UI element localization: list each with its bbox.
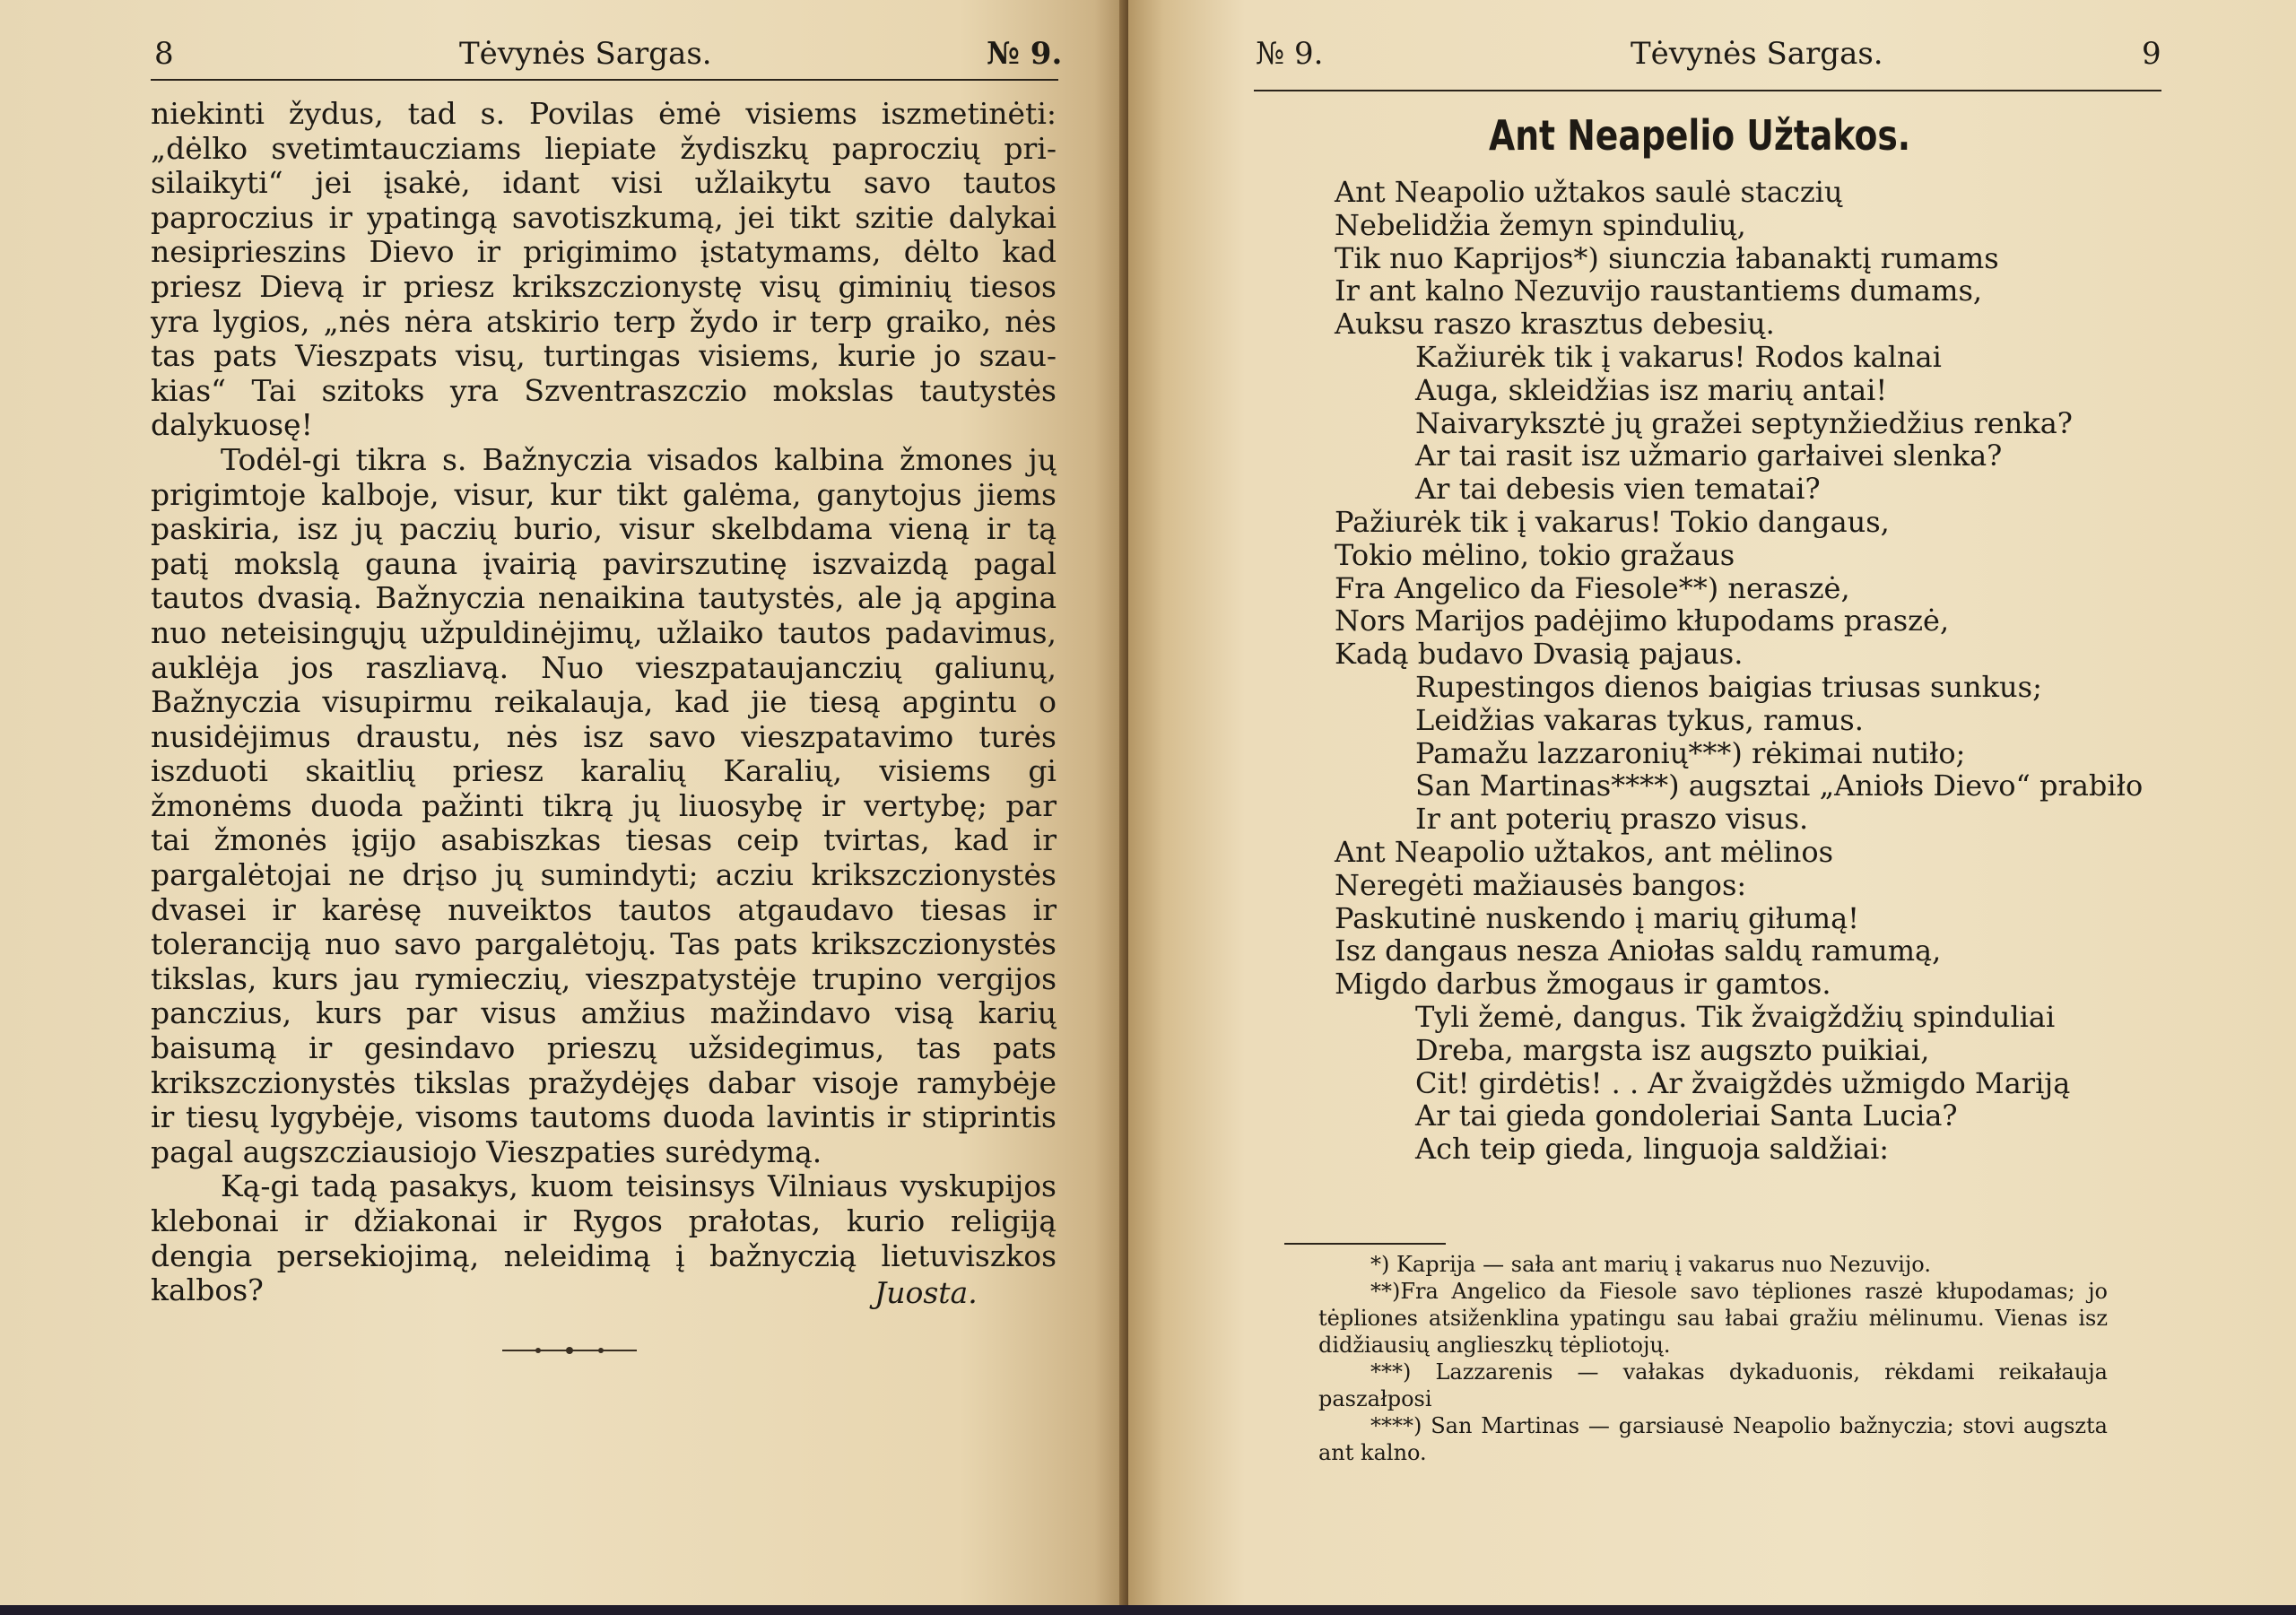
left-running-head xyxy=(0,27,1128,81)
footnotes xyxy=(1318,1251,2108,1466)
body-line: niekinti žydus, tad s. Povilas ėmė visiems iszmetinėti: xyxy=(151,96,1057,131)
body-line: ir tiesų lygybėje, visoms tautoms duoda lavintis ir stiprintis xyxy=(151,1099,1057,1135)
poem-verse: Fra Angelico da Fiesole**) neraszė, xyxy=(1335,570,1850,605)
body-line: panczius, kurs par visus amžius mažindavo visą karių xyxy=(151,995,1057,1031)
poem-verse: Ant Neapolio užtakos saulė staczių xyxy=(1335,175,1843,209)
body-line: dalykuosę! xyxy=(151,407,313,443)
poem-verse: Paskutinė nuskendo į marių giłumą! xyxy=(1335,900,1860,935)
body-line: dengia persekiojimą, neleidimą į bažnyczią lietuviszkos xyxy=(151,1237,1057,1273)
body-line: Todėl-gi tikra s. Bažnyczia visados kalbina žmones jų xyxy=(221,441,1057,477)
footnote: ***) Lazzarenis — vałakas dykaduonis, rėkdami reikałauja paszałposi xyxy=(1318,1359,2108,1411)
body-line: „dėlko svetimtaucziams liepiate žydiszkų paproczių pri- xyxy=(151,130,1057,166)
body-line: yra lygios, „nės nėra atskirio terp žydo ir terp graiko, nės xyxy=(151,303,1057,339)
poem-verse: Ar tai gieda gondoleriai Santa Lucia? xyxy=(1415,1098,1958,1133)
signature: Juosta. xyxy=(874,1275,978,1310)
body-line: tai žmonės įgijo asabiszkas tiesas ceip tvirtas, kad ir xyxy=(151,822,1057,858)
body-line: nuo neteisingųjų užpuldinėjimų, užlaiko tautos padavimus, xyxy=(151,614,1057,650)
right-issue-number: № 9. xyxy=(1256,36,1324,72)
poem-verse: Ir ant kalno Nezuvijo raustantiems dumams, xyxy=(1335,274,1983,308)
poem-verse: Ir ant poterių praszo visus. xyxy=(1415,802,1809,837)
body-line: Bažnyczia visupirmu reikalauja, kad jie tiesą apgintu o xyxy=(151,684,1057,720)
left-body-text xyxy=(151,97,1057,1308)
body-line: auklėja jos raszliavą. Nuo vieszpataujanczių galiunų, xyxy=(151,649,1057,685)
body-line: paproczius ir ypatingą savotiszkumą, jei tikt szitie dalykai xyxy=(151,199,1057,235)
right-page-number: 9 xyxy=(2142,36,2161,72)
poem-verse: Dreba, margsta isz augszto puikiai, xyxy=(1415,1032,1930,1067)
poem-verse: Isz dangaus nesza Aniołas saldų ramumą, xyxy=(1335,933,1942,968)
poem-verse: Nors Marijos padėjimo kłupodams praszė, xyxy=(1335,603,1950,638)
poem-verse: Ach teip gieda, linguoja saldžiai: xyxy=(1415,1132,1890,1167)
body-line: silaikyti“ jei įsakė, idant visi užlaikytu savo tautos xyxy=(151,165,1057,201)
poem-verse: Pažiurėk tik į vakarus! Tokio dangaus, xyxy=(1335,504,1890,539)
body-line: iszduoti skaitlių priesz karalių Karalių, visiems gi xyxy=(151,753,1057,789)
poem-title: Ant Neapelio Užtakos. xyxy=(1489,111,1911,160)
poem-verse: Ar tai debesis vien tematai? xyxy=(1415,472,1821,507)
body-line: pagal augszcziausiojo Vieszpaties surėdymą. xyxy=(151,1133,822,1169)
body-line: nusidėjimus draustu, nės isz savo vieszpatavimo turės xyxy=(151,718,1057,754)
poem-verse: Ar tai rasit isz užmario garłaivei slenka? xyxy=(1415,438,2003,473)
footnote: *) Kaprija — sała ant marių į vakarus nuo Nezuvijo. xyxy=(1370,1252,1931,1277)
poem-verse: Cit! girdėtis! . . Ar žvaigždės užmigdo Mariją xyxy=(1415,1065,2071,1100)
right-running-title: Tėvynės Sargas. xyxy=(1631,36,1883,72)
poem-verse: Kažiurėk tik į vakarus! Rodos kalnai xyxy=(1415,339,1942,374)
right-header-rule xyxy=(1254,90,2161,91)
body-line: tikslas, kurs jau rymieczių, vieszpatystėje trupino vergijos xyxy=(151,960,1057,996)
body-line: toleranciją nuo savo pargalėtojų. Tas pats krikszczionystės xyxy=(151,926,1057,962)
poem-verse: Auga, skleidžias isz marių antai! xyxy=(1415,372,1888,407)
body-line: žmonėms duoda pažinti tikrą jų liuosybę ir vertybę; par xyxy=(151,787,1057,823)
footnote: ****) San Martinas — garsiausė Neapolio bažnyczia; stovi augszta ant kalno. xyxy=(1318,1413,2108,1465)
body-line: pargalėtojai ne drįso jų sumindyti; acziu krikszczionystės xyxy=(151,857,1057,893)
left-header-rule xyxy=(151,79,1058,81)
footnote-rule xyxy=(1284,1243,1446,1245)
ornament-divider xyxy=(502,1341,637,1359)
body-line: baisumą ir gesindavo prieszų užsidegimus, tas pats xyxy=(151,1030,1057,1066)
body-line: dvasei ir karėsę nuveiktos tautos atgaudavo tiesas ir xyxy=(151,891,1057,927)
poem-verse: Leidžias vakaras tykus, ramus. xyxy=(1415,702,1864,737)
footnote: **)Fra Angelico da Fiesole savo tėpliones raszė kłupodamas; jo tėpliones atsiženklina ypatingu sau łabai gražiu mėlinumu. Vienas isz didžiausių anglieszkų tėpliotojų. xyxy=(1318,1279,2108,1358)
body-line: Ką-gi tadą pasakys, kuom teisinsys Vilniaus vyskupijos xyxy=(221,1168,1057,1204)
bottom-edge xyxy=(0,1605,2296,1615)
body-line: paskiria, isz jų paczių burio, visur skelbdama vieną ir tą xyxy=(151,511,1057,547)
poem-verse: Neregėti mažiausės bangos: xyxy=(1335,867,1747,902)
poem-verse: San Martinas****) augsztai „Aniołs Dievo“ prabiło xyxy=(1415,768,2144,803)
body-line: patį mokslą gauna įvairią pavirszutinę iszvaizdą pagal xyxy=(151,545,1057,581)
body-line: nesiprieszins Dievo ir prigimimo įstatymams, dėlto kad xyxy=(151,234,1057,270)
body-line: priesz Dievą ir priesz krikszczionystę visų giminių tiesos xyxy=(151,268,1057,304)
poem-verse: Kadą budavo Dvasią pajaus. xyxy=(1335,637,1744,672)
poem-verse: Rupestingos dienos baigias triusas sunkus; xyxy=(1415,669,2042,704)
poem-verse: Tyli žemė, dangus. Tik žvaigždžių spinduliai xyxy=(1415,999,2056,1034)
left-running-title: Tėvynės Sargas. xyxy=(459,36,712,72)
body-line: tautos dvasią. Bažnyczia nenaikina tautystės, ale ją apgina xyxy=(151,580,1057,616)
poem-verse: Tokio mėlino, tokio gražaus xyxy=(1335,537,1735,572)
body-line: tas pats Vieszpats visų, turtingas visiems, kurie jo szau- xyxy=(151,338,1057,374)
poem-verse: Pamažu lazzaronių***) rėkimai nutiło; xyxy=(1415,735,1966,770)
body-line: prigimtoje kalboje, visur, kur tikt galėma, ganytojus jiems xyxy=(151,476,1057,512)
poem-verse: Nebelidžia žemyn spindulių, xyxy=(1335,207,1746,242)
body-line: kias“ Tai szitoks yra Szventraszczio mokslas tautystės xyxy=(151,372,1057,408)
poem-verse: Tik nuo Kaprijos*) siunczia łabanaktį rumams xyxy=(1335,240,1999,275)
left-page-number: 8 xyxy=(154,36,174,72)
poem-verse: Ant Neapolio užtakos, ant mėlinos xyxy=(1335,834,1834,869)
left-issue-number: № 9. xyxy=(987,36,1063,72)
left-page xyxy=(0,0,1128,1607)
poem-body xyxy=(1335,176,2143,1166)
body-line: kalbos? xyxy=(151,1272,264,1308)
poem-verse: Auksu raszo krasztus debesių. xyxy=(1335,307,1775,342)
body-line: krikszczionystės tikslas pražydėjęs dabar visoje ramybėje xyxy=(151,1064,1057,1100)
body-line: klebonai ir džiakonai ir Rygos prałotas, kurio religiją xyxy=(151,1203,1057,1238)
poem-verse: Naivaryksztė jų gražei septynžiedžius renka? xyxy=(1415,405,2073,440)
poem-verse: Migdo darbus žmogaus ir gamtos. xyxy=(1335,967,1831,1002)
right-running-head xyxy=(1128,27,2296,81)
